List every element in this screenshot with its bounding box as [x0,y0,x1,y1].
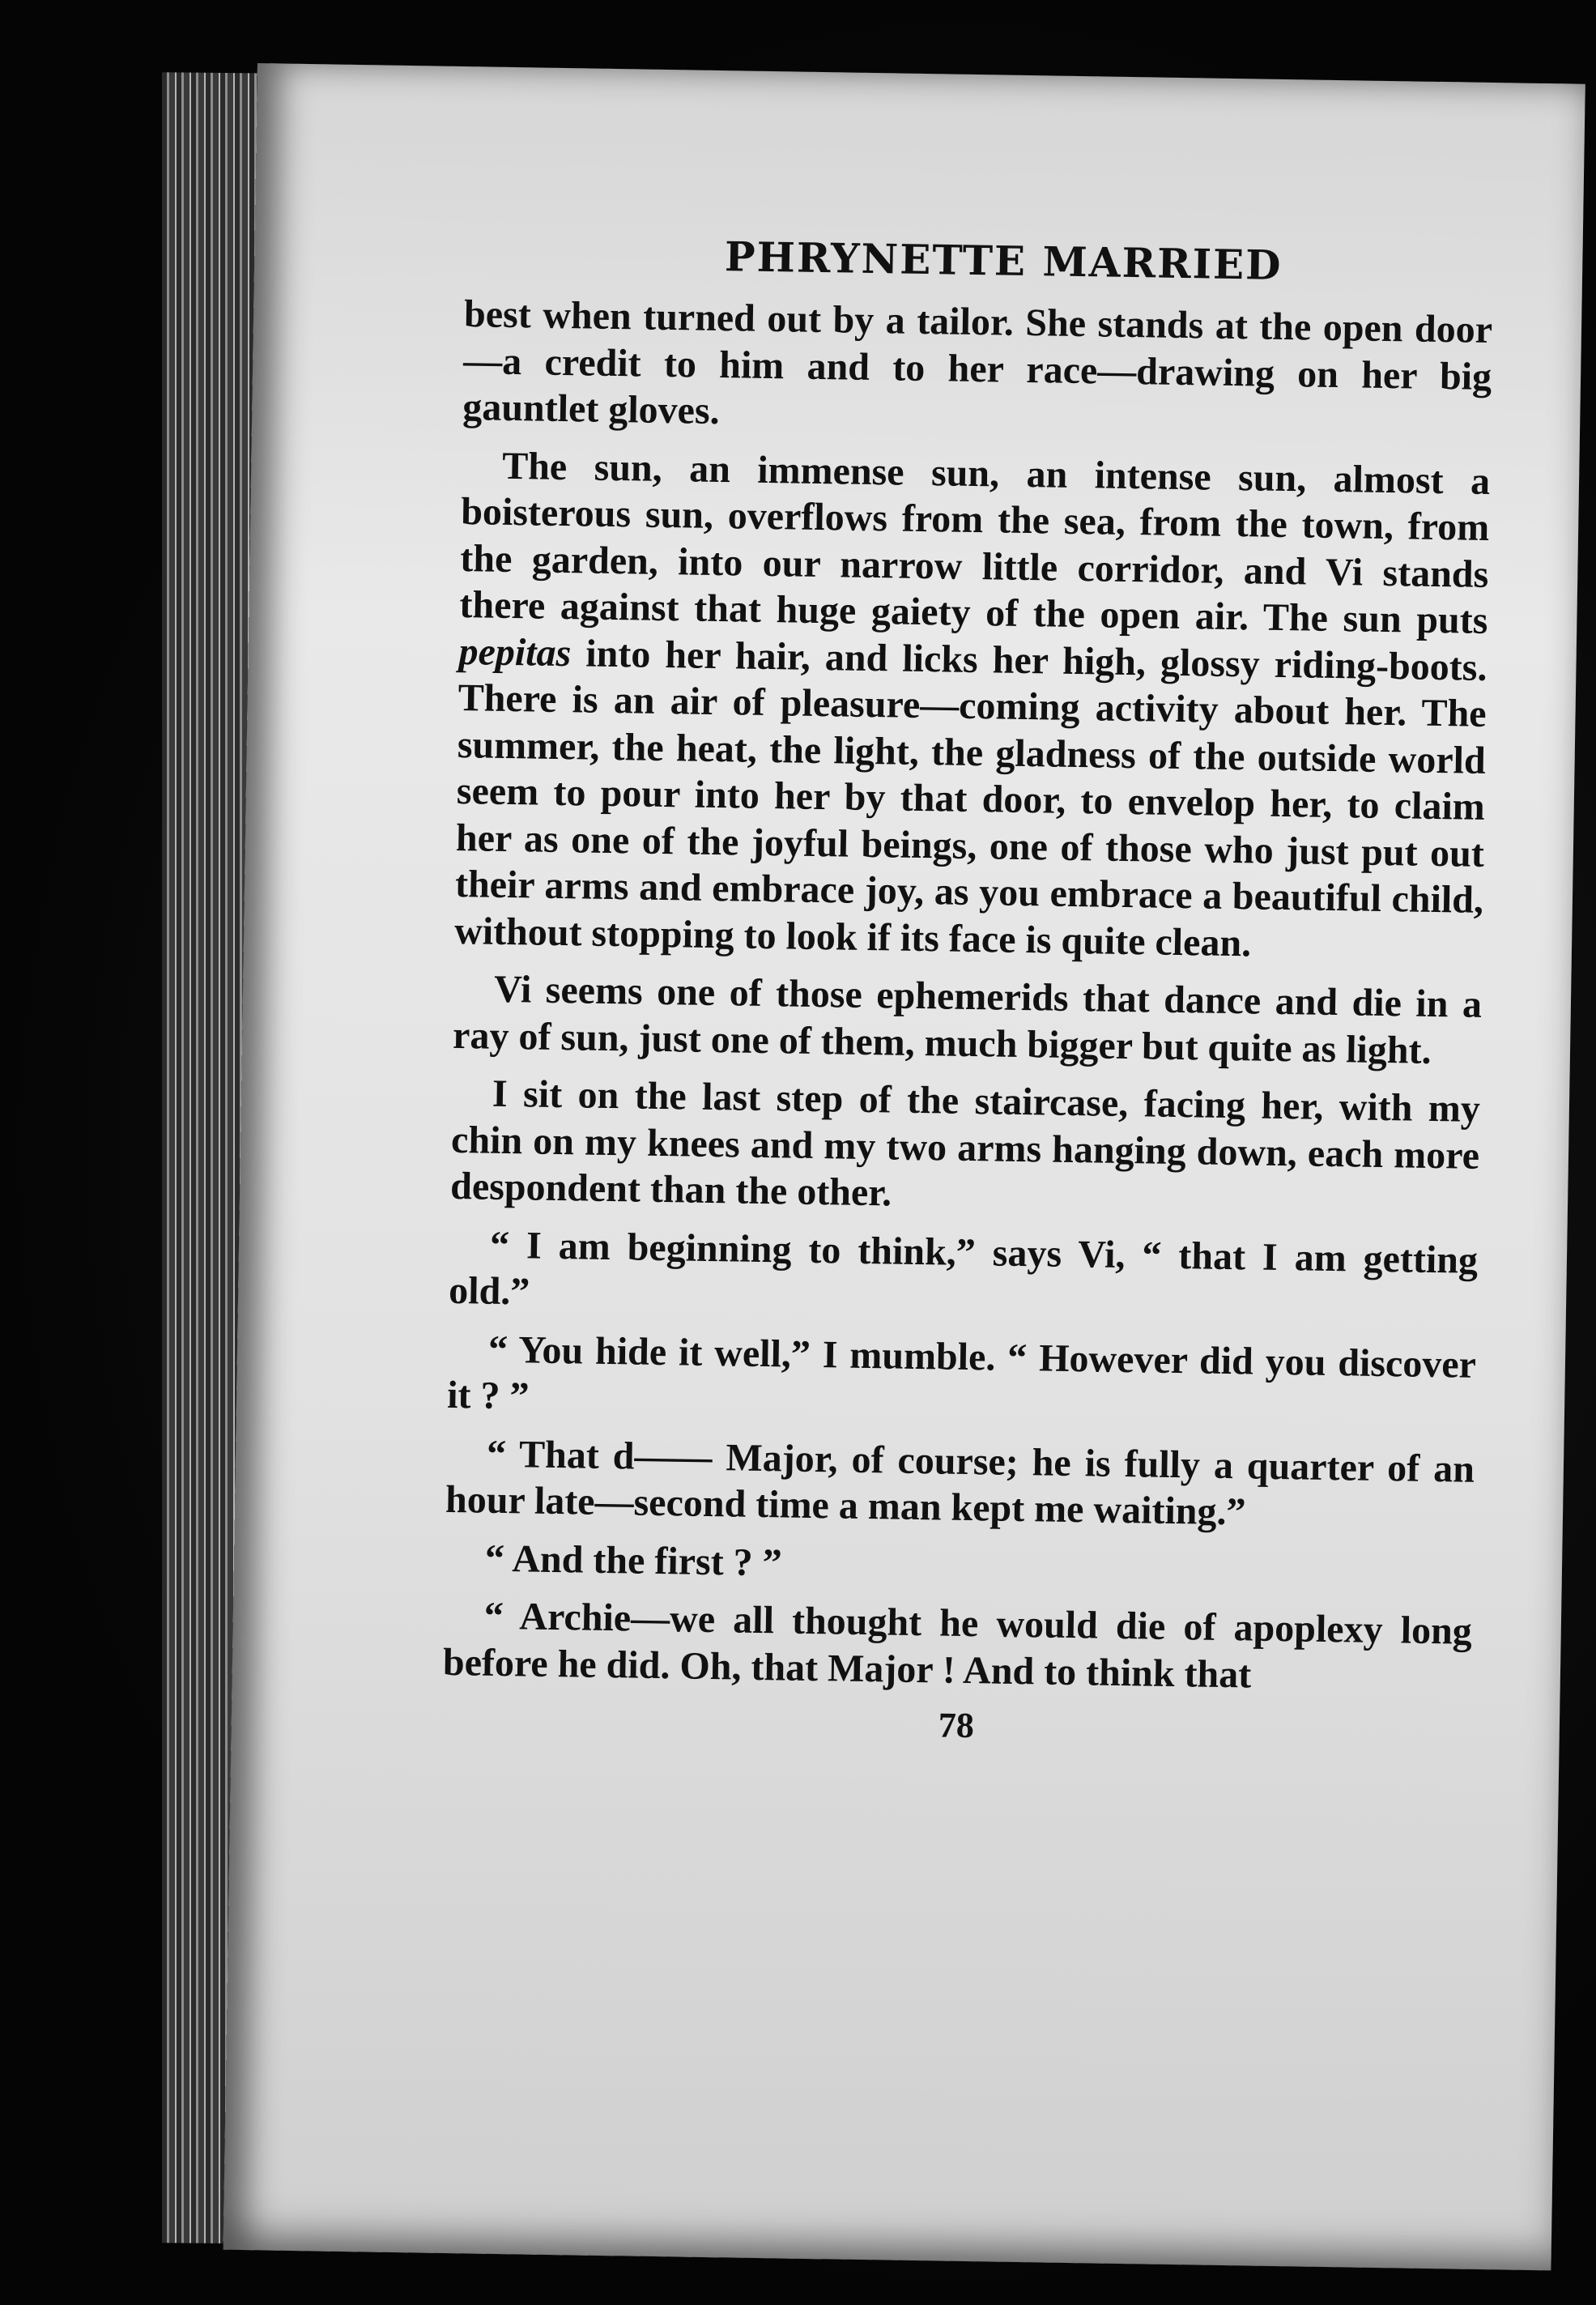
paragraph: best when turned out by a tailor. She stands at the open door—a credit to him and to her race—drawing on her big gauntlet gloves. [462,292,1493,433]
running-head: PHRYNETTE MARRIED [724,232,1283,289]
paragraph: “ You hide it well,” I mumble. “ However did you discover it ? ” [446,1327,1477,1418]
italic-word: pepitas [458,629,572,675]
paragraph: I sit on the last step of the staircase, facing her, with my chin on my knees and my two arms hanging down, each more despondent than the other. [449,1072,1481,1215]
page-content [442,228,1494,1754]
page-number: 78 [938,1705,975,1746]
paragraph: “ Archie—we all thought he would die of apoplexy long before he did. Oh, that Major ! And to think that [442,1594,1473,1697]
paragraph: “ And the first ? ” [484,1536,783,1584]
book-page [223,63,1585,2270]
paragraph: “ I am beginning to think,” says Vi, “ that I am getting old.” [448,1223,1479,1314]
paragraph: The sun, an immense sun, an intense sun, almost a boisterous sun, overflows from the sea, from the town, from the garden, into our narrow little corridor, and Vi stands there against that huge gaiety of the open air. The sun puts pepitas into her hair, and licks her high, glossy riding-boots. There is an air of pleasure—coming activity about her. The summer, the heat, the light, the gladness of the outside world seem to pour into her by that door, to envelop her, to claim her as one of the joyful beings, one of those who just put out their arms and embrace joy, as you embrace a beautiful child, without stopping to look if its face is quite clean. [453,444,1491,965]
paragraph: Vi seems one of those ephemerids that dance and die in a ray of sun, just one of them, much bigger but quite as light. [452,967,1483,1072]
paragraph: “ That d—— Major, of course; he is fully a quarter of an hour late—second time a man kept me waiting.” [445,1432,1475,1534]
